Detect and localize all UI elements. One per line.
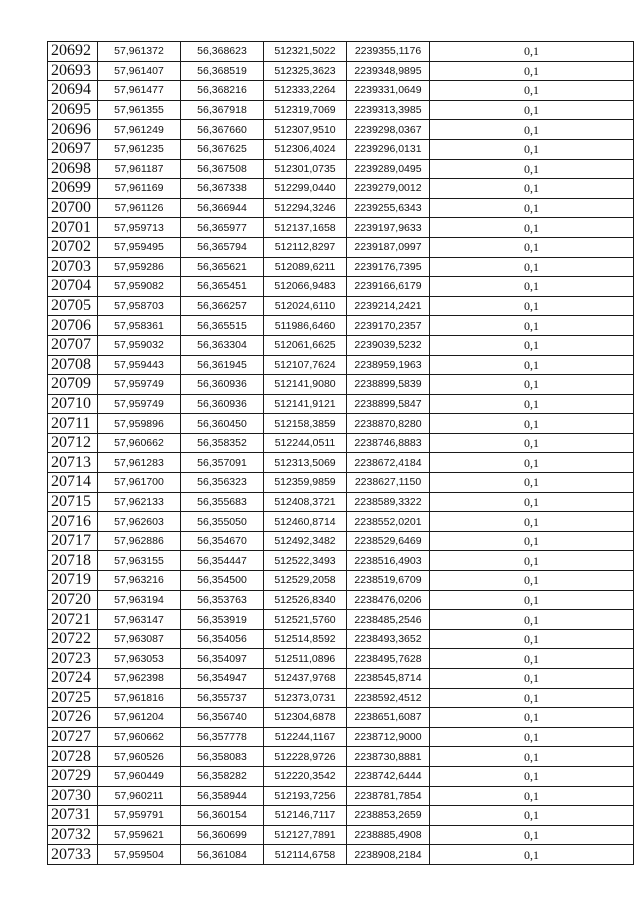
x-coordinate-cell: 512220,3542 [264,766,347,786]
x-coordinate-cell: 512492,3482 [264,531,347,551]
accuracy-cell: 0,1 [430,316,634,336]
x-coordinate-cell: 512514,8592 [264,629,347,649]
x-coordinate-cell: 512307,9510 [264,120,347,140]
y-coordinate-cell: 2239039,5232 [347,335,430,355]
accuracy-cell: 0,1 [430,727,634,747]
point-number-cell: 20698 [48,159,98,179]
longitude-cell: 56,365451 [181,277,264,297]
x-coordinate-cell: 512522,3493 [264,551,347,571]
table-row [48,237,634,257]
accuracy-cell: 0,1 [430,100,634,120]
accuracy-cell: 0,1 [430,512,634,532]
accuracy-cell: 0,1 [430,120,634,140]
latitude-cell: 57,962886 [98,531,181,551]
table-row [48,120,634,140]
point-number-cell: 20707 [48,335,98,355]
longitude-cell: 56,361084 [181,845,264,865]
y-coordinate-cell: 2239348,9895 [347,61,430,81]
x-coordinate-cell: 512333,2264 [264,81,347,101]
point-number-cell: 20722 [48,629,98,649]
x-coordinate-cell: 512511,0896 [264,649,347,669]
longitude-cell: 56,357091 [181,453,264,473]
accuracy-cell: 0,1 [430,179,634,199]
table-row [48,159,634,179]
accuracy-cell: 0,1 [430,590,634,610]
point-number-cell: 20715 [48,492,98,512]
table-row [48,629,634,649]
point-number-cell: 20725 [48,688,98,708]
latitude-cell: 57,960211 [98,786,181,806]
x-coordinate-cell: 512526,8340 [264,590,347,610]
point-number-cell: 20731 [48,806,98,826]
latitude-cell: 57,959749 [98,375,181,395]
accuracy-cell: 0,1 [430,257,634,277]
table-row [48,708,634,728]
point-number-cell: 20723 [48,649,98,669]
point-number-cell: 20712 [48,433,98,453]
point-number-cell: 20711 [48,414,98,434]
latitude-cell: 57,961477 [98,81,181,101]
point-number-cell: 20692 [48,42,98,62]
y-coordinate-cell: 2238742,6444 [347,766,430,786]
table-row [48,453,634,473]
accuracy-cell: 0,1 [430,688,634,708]
x-coordinate-cell: 512141,9080 [264,375,347,395]
x-coordinate-cell: 512089,6211 [264,257,347,277]
table-row [48,551,634,571]
table-row [48,218,634,238]
point-number-cell: 20708 [48,355,98,375]
x-coordinate-cell: 512301,0735 [264,159,347,179]
y-coordinate-cell: 2239214,2421 [347,296,430,316]
y-coordinate-cell: 2238730,8881 [347,747,430,767]
y-coordinate-cell: 2238495,7628 [347,649,430,669]
latitude-cell: 57,959713 [98,218,181,238]
x-coordinate-cell: 511986,6460 [264,316,347,336]
table-row [48,590,634,610]
accuracy-cell: 0,1 [430,825,634,845]
latitude-cell: 57,961169 [98,179,181,199]
accuracy-cell: 0,1 [430,355,634,375]
table-row [48,825,634,845]
x-coordinate-cell: 512127,7891 [264,825,347,845]
longitude-cell: 56,356740 [181,708,264,728]
y-coordinate-cell: 2239187,0997 [347,237,430,257]
x-coordinate-cell: 512066,9483 [264,277,347,297]
point-number-cell: 20724 [48,669,98,689]
longitude-cell: 56,367625 [181,139,264,159]
y-coordinate-cell: 2239331,0649 [347,81,430,101]
point-number-cell: 20710 [48,394,98,414]
latitude-cell: 57,962398 [98,669,181,689]
accuracy-cell: 0,1 [430,845,634,865]
longitude-cell: 56,358282 [181,766,264,786]
accuracy-cell: 0,1 [430,610,634,630]
table-row [48,316,634,336]
point-number-cell: 20733 [48,845,98,865]
x-coordinate-cell: 512529,2058 [264,571,347,591]
latitude-cell: 57,960449 [98,766,181,786]
x-coordinate-cell: 512306,4024 [264,139,347,159]
point-number-cell: 20706 [48,316,98,336]
x-coordinate-cell: 512146,7117 [264,806,347,826]
accuracy-cell: 0,1 [430,61,634,81]
point-number-cell: 20716 [48,512,98,532]
longitude-cell: 56,360936 [181,394,264,414]
latitude-cell: 57,959082 [98,277,181,297]
table-row [48,394,634,414]
point-number-cell: 20699 [48,179,98,199]
y-coordinate-cell: 2238870,8280 [347,414,430,434]
point-number-cell: 20693 [48,61,98,81]
x-coordinate-cell: 512193,7256 [264,786,347,806]
x-coordinate-cell: 512319,7069 [264,100,347,120]
accuracy-cell: 0,1 [430,766,634,786]
y-coordinate-cell: 2239355,1176 [347,42,430,62]
latitude-cell: 57,961249 [98,120,181,140]
y-coordinate-cell: 2238545,8714 [347,669,430,689]
point-number-cell: 20720 [48,590,98,610]
accuracy-cell: 0,1 [430,296,634,316]
y-coordinate-cell: 2238516,4903 [347,551,430,571]
longitude-cell: 56,354947 [181,669,264,689]
x-coordinate-cell: 512024,6110 [264,296,347,316]
y-coordinate-cell: 2238476,0206 [347,590,430,610]
y-coordinate-cell: 2239170,2357 [347,316,430,336]
latitude-cell: 57,963087 [98,629,181,649]
point-number-cell: 20727 [48,727,98,747]
accuracy-cell: 0,1 [430,747,634,767]
y-coordinate-cell: 2239279,0012 [347,179,430,199]
point-number-cell: 20695 [48,100,98,120]
latitude-cell: 57,961126 [98,198,181,218]
accuracy-cell: 0,1 [430,531,634,551]
latitude-cell: 57,958703 [98,296,181,316]
accuracy-cell: 0,1 [430,649,634,669]
x-coordinate-cell: 512304,6878 [264,708,347,728]
latitude-cell: 57,959504 [98,845,181,865]
latitude-cell: 57,959495 [98,237,181,257]
x-coordinate-cell: 512460,8714 [264,512,347,532]
x-coordinate-cell: 512437,9768 [264,669,347,689]
accuracy-cell: 0,1 [430,198,634,218]
latitude-cell: 57,961283 [98,453,181,473]
longitude-cell: 56,365794 [181,237,264,257]
coordinates-table-body [48,42,634,865]
point-number-cell: 20694 [48,81,98,101]
longitude-cell: 56,363304 [181,335,264,355]
longitude-cell: 56,368519 [181,61,264,81]
point-number-cell: 20704 [48,277,98,297]
table-row [48,492,634,512]
x-coordinate-cell: 512061,6625 [264,335,347,355]
y-coordinate-cell: 2239298,0367 [347,120,430,140]
y-coordinate-cell: 2238651,6087 [347,708,430,728]
accuracy-cell: 0,1 [430,629,634,649]
longitude-cell: 56,358944 [181,786,264,806]
y-coordinate-cell: 2239197,9633 [347,218,430,238]
x-coordinate-cell: 512141,9121 [264,394,347,414]
y-coordinate-cell: 2239313,3985 [347,100,430,120]
y-coordinate-cell: 2238519,6709 [347,571,430,591]
longitude-cell: 56,355050 [181,512,264,532]
accuracy-cell: 0,1 [430,551,634,571]
accuracy-cell: 0,1 [430,394,634,414]
table-row [48,747,634,767]
y-coordinate-cell: 2238672,4184 [347,453,430,473]
x-coordinate-cell: 512299,0440 [264,179,347,199]
x-coordinate-cell: 512521,5760 [264,610,347,630]
longitude-cell: 56,355683 [181,492,264,512]
longitude-cell: 56,357778 [181,727,264,747]
x-coordinate-cell: 512112,8297 [264,237,347,257]
table-row [48,571,634,591]
accuracy-cell: 0,1 [430,786,634,806]
y-coordinate-cell: 2238627,1150 [347,473,430,493]
x-coordinate-cell: 512114,6758 [264,845,347,865]
table-row [48,42,634,62]
latitude-cell: 57,959791 [98,806,181,826]
y-coordinate-cell: 2238885,4908 [347,825,430,845]
longitude-cell: 56,365977 [181,218,264,238]
x-coordinate-cell: 512294,3246 [264,198,347,218]
point-number-cell: 20714 [48,473,98,493]
point-number-cell: 20721 [48,610,98,630]
table-row [48,806,634,826]
table-row [48,512,634,532]
point-number-cell: 20703 [48,257,98,277]
table-row [48,473,634,493]
coordinates-table [47,41,634,865]
table-row [48,688,634,708]
longitude-cell: 56,354447 [181,551,264,571]
longitude-cell: 56,360699 [181,825,264,845]
latitude-cell: 57,960662 [98,727,181,747]
longitude-cell: 56,367918 [181,100,264,120]
y-coordinate-cell: 2239296,0131 [347,139,430,159]
point-number-cell: 20700 [48,198,98,218]
longitude-cell: 56,367508 [181,159,264,179]
longitude-cell: 56,368623 [181,42,264,62]
longitude-cell: 56,355737 [181,688,264,708]
point-number-cell: 20697 [48,139,98,159]
table-row [48,296,634,316]
y-coordinate-cell: 2238485,2546 [347,610,430,630]
longitude-cell: 56,360936 [181,375,264,395]
y-coordinate-cell: 2238959,1963 [347,355,430,375]
latitude-cell: 57,963053 [98,649,181,669]
table-row [48,414,634,434]
point-number-cell: 20717 [48,531,98,551]
table-row [48,669,634,689]
x-coordinate-cell: 512107,7624 [264,355,347,375]
table-row [48,179,634,199]
latitude-cell: 57,961816 [98,688,181,708]
y-coordinate-cell: 2238781,7854 [347,786,430,806]
accuracy-cell: 0,1 [430,237,634,257]
accuracy-cell: 0,1 [430,414,634,434]
y-coordinate-cell: 2238712,9000 [347,727,430,747]
longitude-cell: 56,366944 [181,198,264,218]
longitude-cell: 56,365621 [181,257,264,277]
point-number-cell: 20728 [48,747,98,767]
latitude-cell: 57,961235 [98,139,181,159]
x-coordinate-cell: 512325,3623 [264,61,347,81]
latitude-cell: 57,963194 [98,590,181,610]
latitude-cell: 57,961187 [98,159,181,179]
longitude-cell: 56,358083 [181,747,264,767]
y-coordinate-cell: 2238899,5847 [347,394,430,414]
accuracy-cell: 0,1 [430,571,634,591]
longitude-cell: 56,367660 [181,120,264,140]
latitude-cell: 57,961204 [98,708,181,728]
point-number-cell: 20709 [48,375,98,395]
x-coordinate-cell: 512228,9726 [264,747,347,767]
point-number-cell: 20713 [48,453,98,473]
table-row [48,139,634,159]
longitude-cell: 56,367338 [181,179,264,199]
table-row [48,277,634,297]
accuracy-cell: 0,1 [430,218,634,238]
point-number-cell: 20705 [48,296,98,316]
table-row [48,61,634,81]
x-coordinate-cell: 512373,0731 [264,688,347,708]
table-row [48,257,634,277]
longitude-cell: 56,353919 [181,610,264,630]
y-coordinate-cell: 2239176,7395 [347,257,430,277]
longitude-cell: 56,360154 [181,806,264,826]
accuracy-cell: 0,1 [430,806,634,826]
longitude-cell: 56,368216 [181,81,264,101]
longitude-cell: 56,354056 [181,629,264,649]
longitude-cell: 56,356323 [181,473,264,493]
table-row [48,375,634,395]
table-row [48,766,634,786]
x-coordinate-cell: 512137,1658 [264,218,347,238]
latitude-cell: 57,962603 [98,512,181,532]
point-number-cell: 20729 [48,766,98,786]
latitude-cell: 57,960526 [98,747,181,767]
point-number-cell: 20719 [48,571,98,591]
point-number-cell: 20718 [48,551,98,571]
latitude-cell: 57,963216 [98,571,181,591]
longitude-cell: 56,365515 [181,316,264,336]
table-row [48,355,634,375]
table-row [48,727,634,747]
latitude-cell: 57,962133 [98,492,181,512]
y-coordinate-cell: 2239289,0495 [347,159,430,179]
table-row [48,81,634,101]
x-coordinate-cell: 512359,9859 [264,473,347,493]
point-number-cell: 20732 [48,825,98,845]
accuracy-cell: 0,1 [430,335,634,355]
x-coordinate-cell: 512321,5022 [264,42,347,62]
table-row [48,649,634,669]
accuracy-cell: 0,1 [430,375,634,395]
y-coordinate-cell: 2238746,8883 [347,433,430,453]
accuracy-cell: 0,1 [430,669,634,689]
latitude-cell: 57,960662 [98,433,181,453]
table-row [48,531,634,551]
latitude-cell: 57,959032 [98,335,181,355]
latitude-cell: 57,963147 [98,610,181,630]
latitude-cell: 57,959896 [98,414,181,434]
point-number-cell: 20701 [48,218,98,238]
accuracy-cell: 0,1 [430,433,634,453]
y-coordinate-cell: 2238493,3652 [347,629,430,649]
latitude-cell: 57,959621 [98,825,181,845]
accuracy-cell: 0,1 [430,453,634,473]
longitude-cell: 56,354500 [181,571,264,591]
table-row [48,786,634,806]
point-number-cell: 20696 [48,120,98,140]
y-coordinate-cell: 2238592,4512 [347,688,430,708]
y-coordinate-cell: 2238908,2184 [347,845,430,865]
latitude-cell: 57,961372 [98,42,181,62]
table-row [48,198,634,218]
longitude-cell: 56,366257 [181,296,264,316]
latitude-cell: 57,961700 [98,473,181,493]
y-coordinate-cell: 2238589,3322 [347,492,430,512]
accuracy-cell: 0,1 [430,42,634,62]
longitude-cell: 56,361945 [181,355,264,375]
latitude-cell: 57,958361 [98,316,181,336]
y-coordinate-cell: 2238552,0201 [347,512,430,532]
table-row [48,335,634,355]
latitude-cell: 57,959749 [98,394,181,414]
x-coordinate-cell: 512244,0511 [264,433,347,453]
accuracy-cell: 0,1 [430,492,634,512]
accuracy-cell: 0,1 [430,159,634,179]
latitude-cell: 57,959443 [98,355,181,375]
longitude-cell: 56,360450 [181,414,264,434]
y-coordinate-cell: 2238899,5839 [347,375,430,395]
longitude-cell: 56,354670 [181,531,264,551]
point-number-cell: 20726 [48,708,98,728]
latitude-cell: 57,959286 [98,257,181,277]
point-number-cell: 20730 [48,786,98,806]
accuracy-cell: 0,1 [430,81,634,101]
y-coordinate-cell: 2238853,2659 [347,806,430,826]
longitude-cell: 56,358352 [181,433,264,453]
x-coordinate-cell: 512244,1167 [264,727,347,747]
accuracy-cell: 0,1 [430,277,634,297]
x-coordinate-cell: 512408,3721 [264,492,347,512]
x-coordinate-cell: 512158,3859 [264,414,347,434]
y-coordinate-cell: 2239255,6343 [347,198,430,218]
accuracy-cell: 0,1 [430,473,634,493]
x-coordinate-cell: 512313,5069 [264,453,347,473]
table-row [48,100,634,120]
latitude-cell: 57,961355 [98,100,181,120]
latitude-cell: 57,963155 [98,551,181,571]
y-coordinate-cell: 2239166,6179 [347,277,430,297]
latitude-cell: 57,961407 [98,61,181,81]
table-row [48,433,634,453]
table-row [48,845,634,865]
table-row [48,610,634,630]
accuracy-cell: 0,1 [430,708,634,728]
accuracy-cell: 0,1 [430,139,634,159]
point-number-cell: 20702 [48,237,98,257]
y-coordinate-cell: 2238529,6469 [347,531,430,551]
longitude-cell: 56,353763 [181,590,264,610]
longitude-cell: 56,354097 [181,649,264,669]
